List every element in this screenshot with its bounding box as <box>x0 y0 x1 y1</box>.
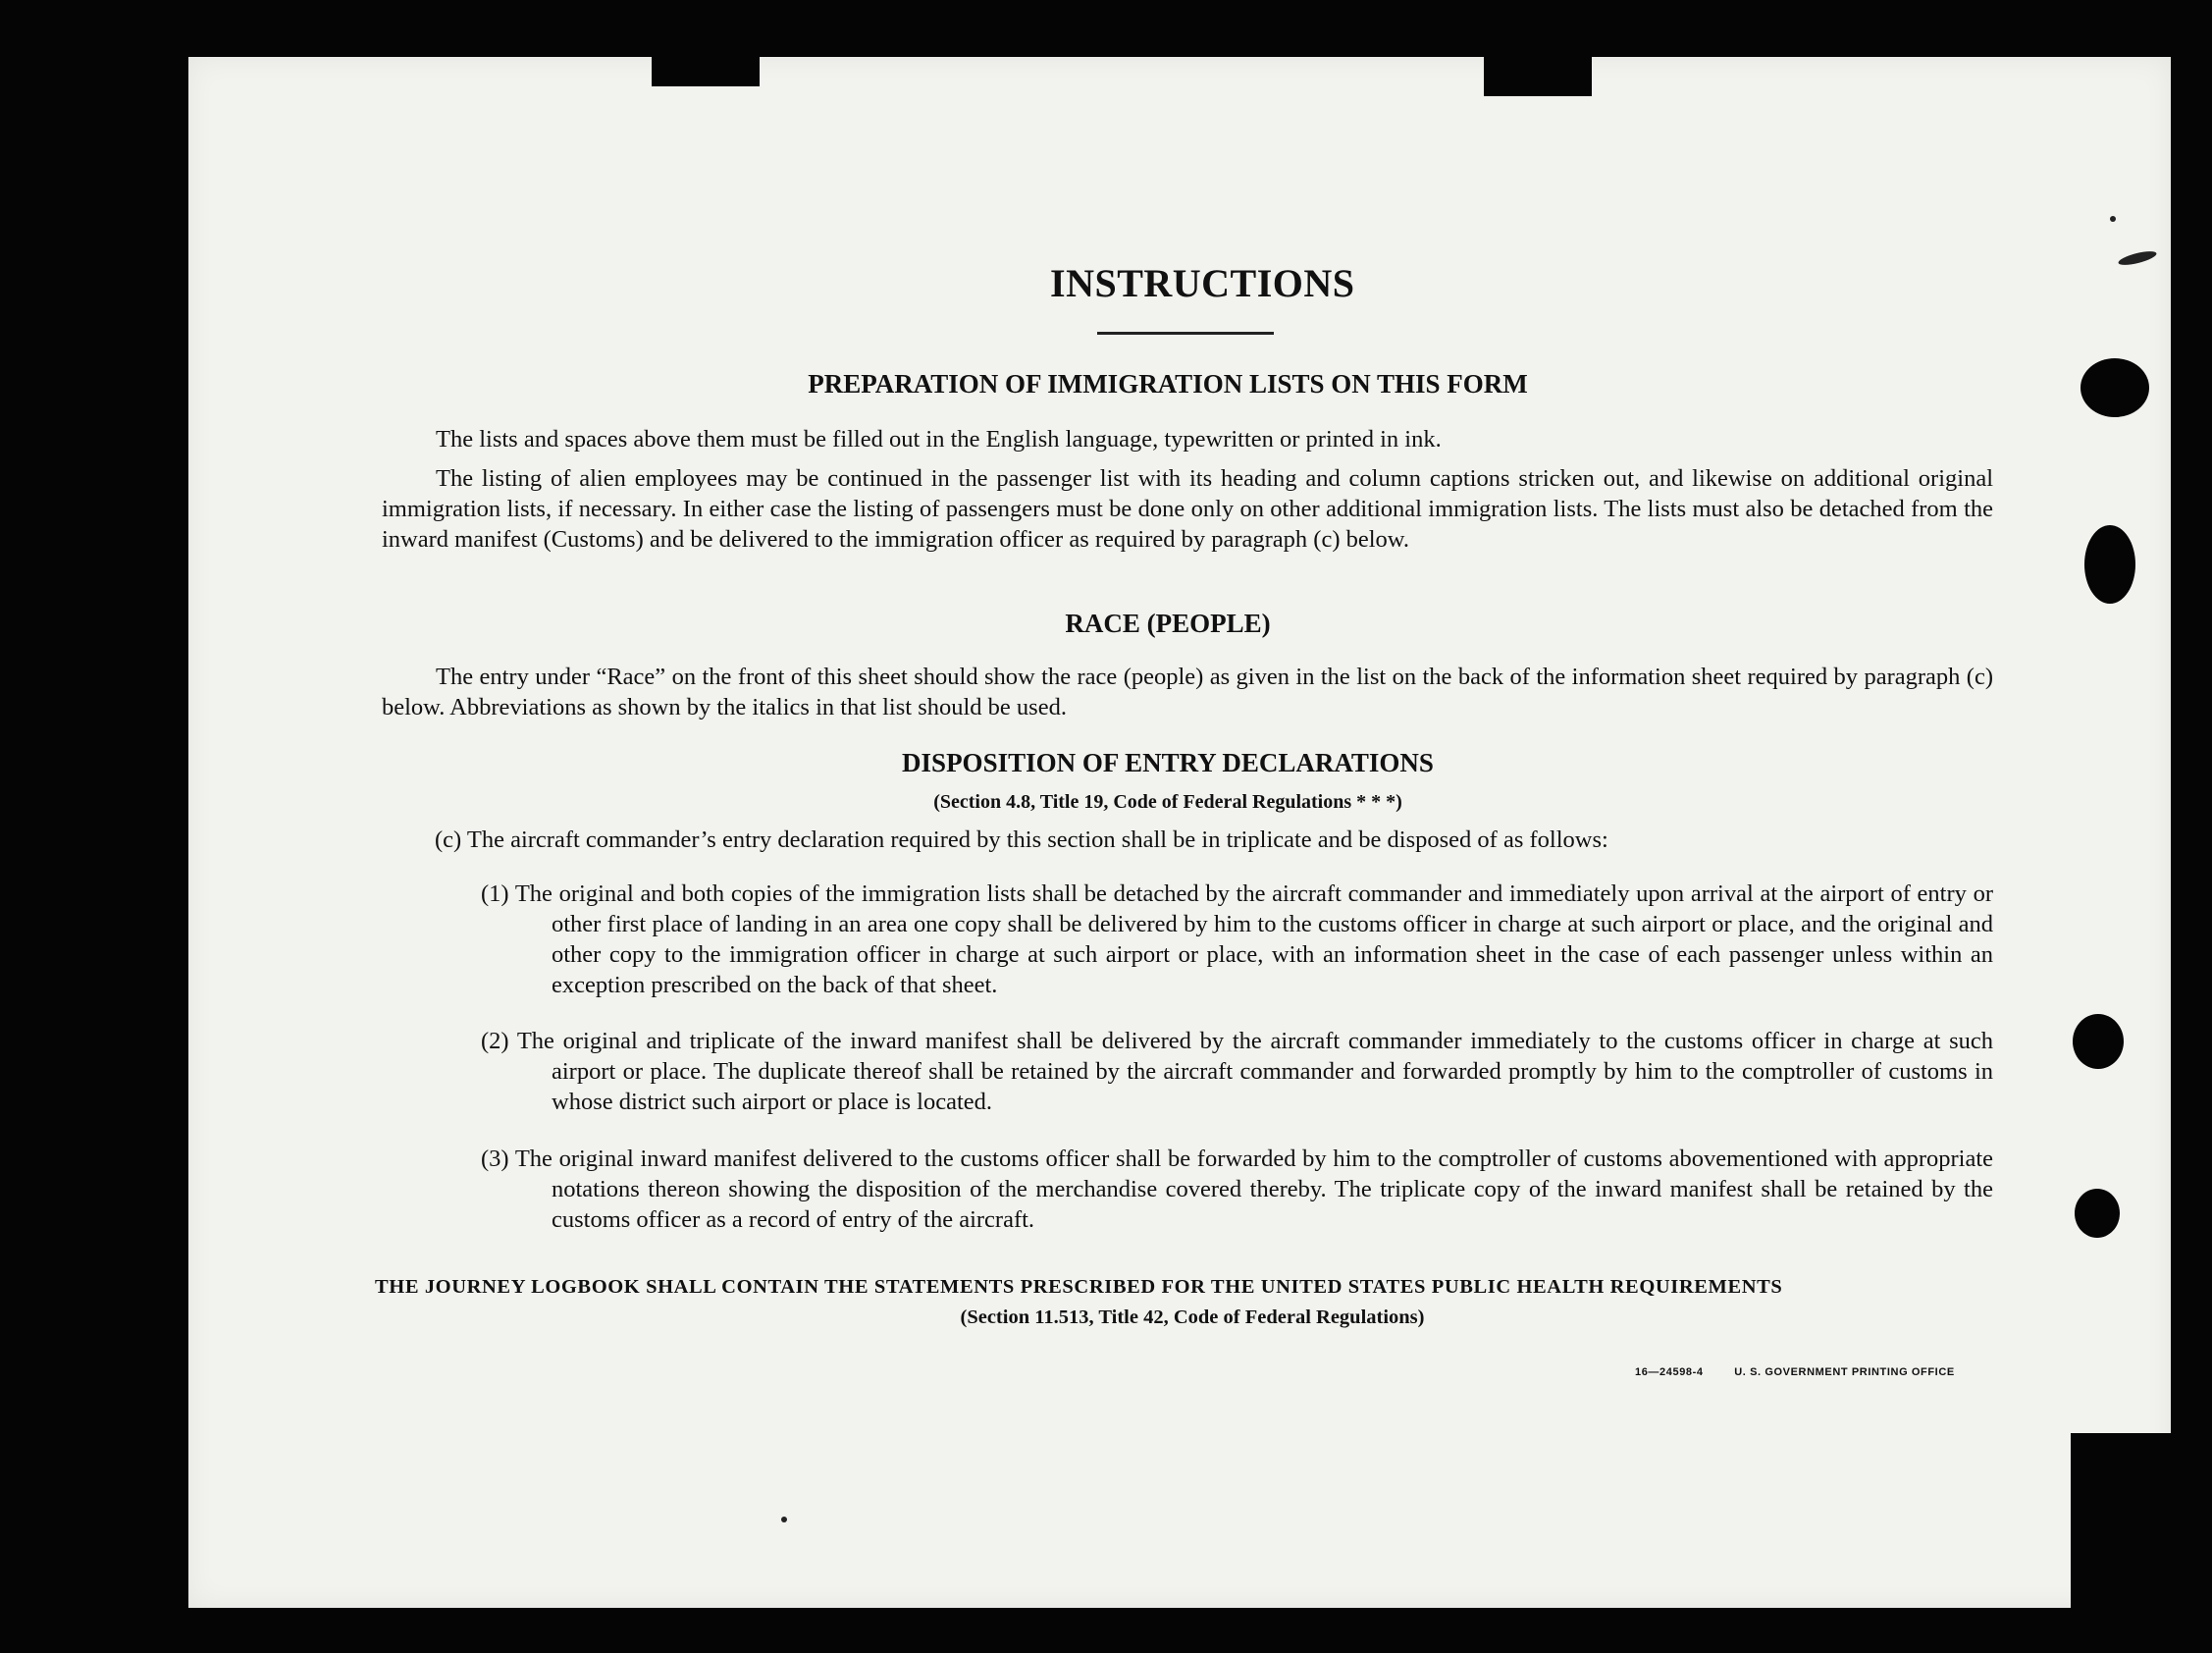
preparation-paragraph-1: The lists and spaces above them must be filled out in the English language, typewritten or printed in ink. <box>436 426 1442 453</box>
preparation-paragraph-2: The listing of alien employees may be continued in the passenger list with its heading and column captions stricken out, and likewise on additional original immigration lists, if necessary. In either case the listing of passengers must be done only on other additional immigration lists. The lists must also be detached from the inward manifest (Customs) and be delivered to the immigration officer as required by paragraph (c) below. <box>382 465 1993 553</box>
disposition-citation: (Section 4.8, Title 19, Code of Federal Regulations * * *) <box>933 791 1402 813</box>
title-divider <box>1097 332 1274 335</box>
form-number: 16—24598-4 <box>1635 1366 1704 1378</box>
disposition-item-2: (2) The original and triplicate of the inward manifest shall be delivered by the aircraft commander immediately to the customs officer in charge at such airport or place. The duplicate thereof shall be retained by the aircraft commander and forwarded promptly by him to the comptroller of customs in whose district such airport or place is located. <box>481 1028 1993 1115</box>
disposition-item-3: (3) The original inward manifest delivered to the customs officer shall be forwarded by him to the comptroller of customs abovementioned with appropriate notations thereon showing the disposition of the merchandise covered thereby. The triplicate copy of the inward manifest shall be retained by the customs officer as a record of entry of the aircraft. <box>481 1146 1993 1233</box>
speck <box>781 1517 787 1522</box>
page-title: INSTRUCTIONS <box>1050 261 1355 305</box>
punch-hole-2 <box>2084 525 2135 604</box>
disposition-item-1: (1) The original and both copies of the immigration lists shall be detached by the aircraft commander and immediately upon arrival at the airport of entry or other first place of landing in an area one copy shall be delivered by him to the customs officer in charge at such airport or place, and the original and other copy to the immigration officer in charge at such airport or place, with an information sheet in the case of each passenger unless within an exception prescribed on the back of that sheet. <box>481 880 1993 998</box>
printer-imprint <box>1635 1366 1955 1378</box>
public-health-citation: (Section 11.513, Title 42, Code of Federal Regulations) <box>960 1306 1425 1328</box>
punch-hole-1 <box>2080 358 2149 417</box>
printer-name: U. S. GOVERNMENT PRINTING OFFICE <box>1734 1366 1955 1378</box>
disposition-intro: (c) The aircraft commander’s entry declaration required by this section shall be in triplicate and be disposed of as follows: <box>435 826 1608 853</box>
torn-corner <box>2071 1433 2173 1610</box>
heading-race: RACE (PEOPLE) <box>1065 609 1271 638</box>
punch-hole-3 <box>2073 1014 2124 1069</box>
punch-hole-4 <box>2075 1189 2120 1238</box>
heading-preparation: PREPARATION OF IMMIGRATION LISTS ON THIS FORM <box>808 369 1528 399</box>
public-health-statement: THE JOURNEY LOGBOOK SHALL CONTAIN THE STATEMENTS PRESCRIBED FOR THE UNITED STATES PUBLIC HEALTH REQUIREMENTS <box>375 1276 1783 1298</box>
binder-clip-right <box>1484 57 1592 96</box>
speck <box>2110 216 2116 222</box>
binder-clip-left <box>652 57 760 86</box>
heading-disposition: DISPOSITION OF ENTRY DECLARATIONS <box>902 748 1434 777</box>
race-paragraph: The entry under “Race” on the front of this sheet should show the race (people) as given in the list on the back of the information sheet required by paragraph (c) below. Abbreviations as shown by the italics in that list should be used. <box>382 664 1993 720</box>
